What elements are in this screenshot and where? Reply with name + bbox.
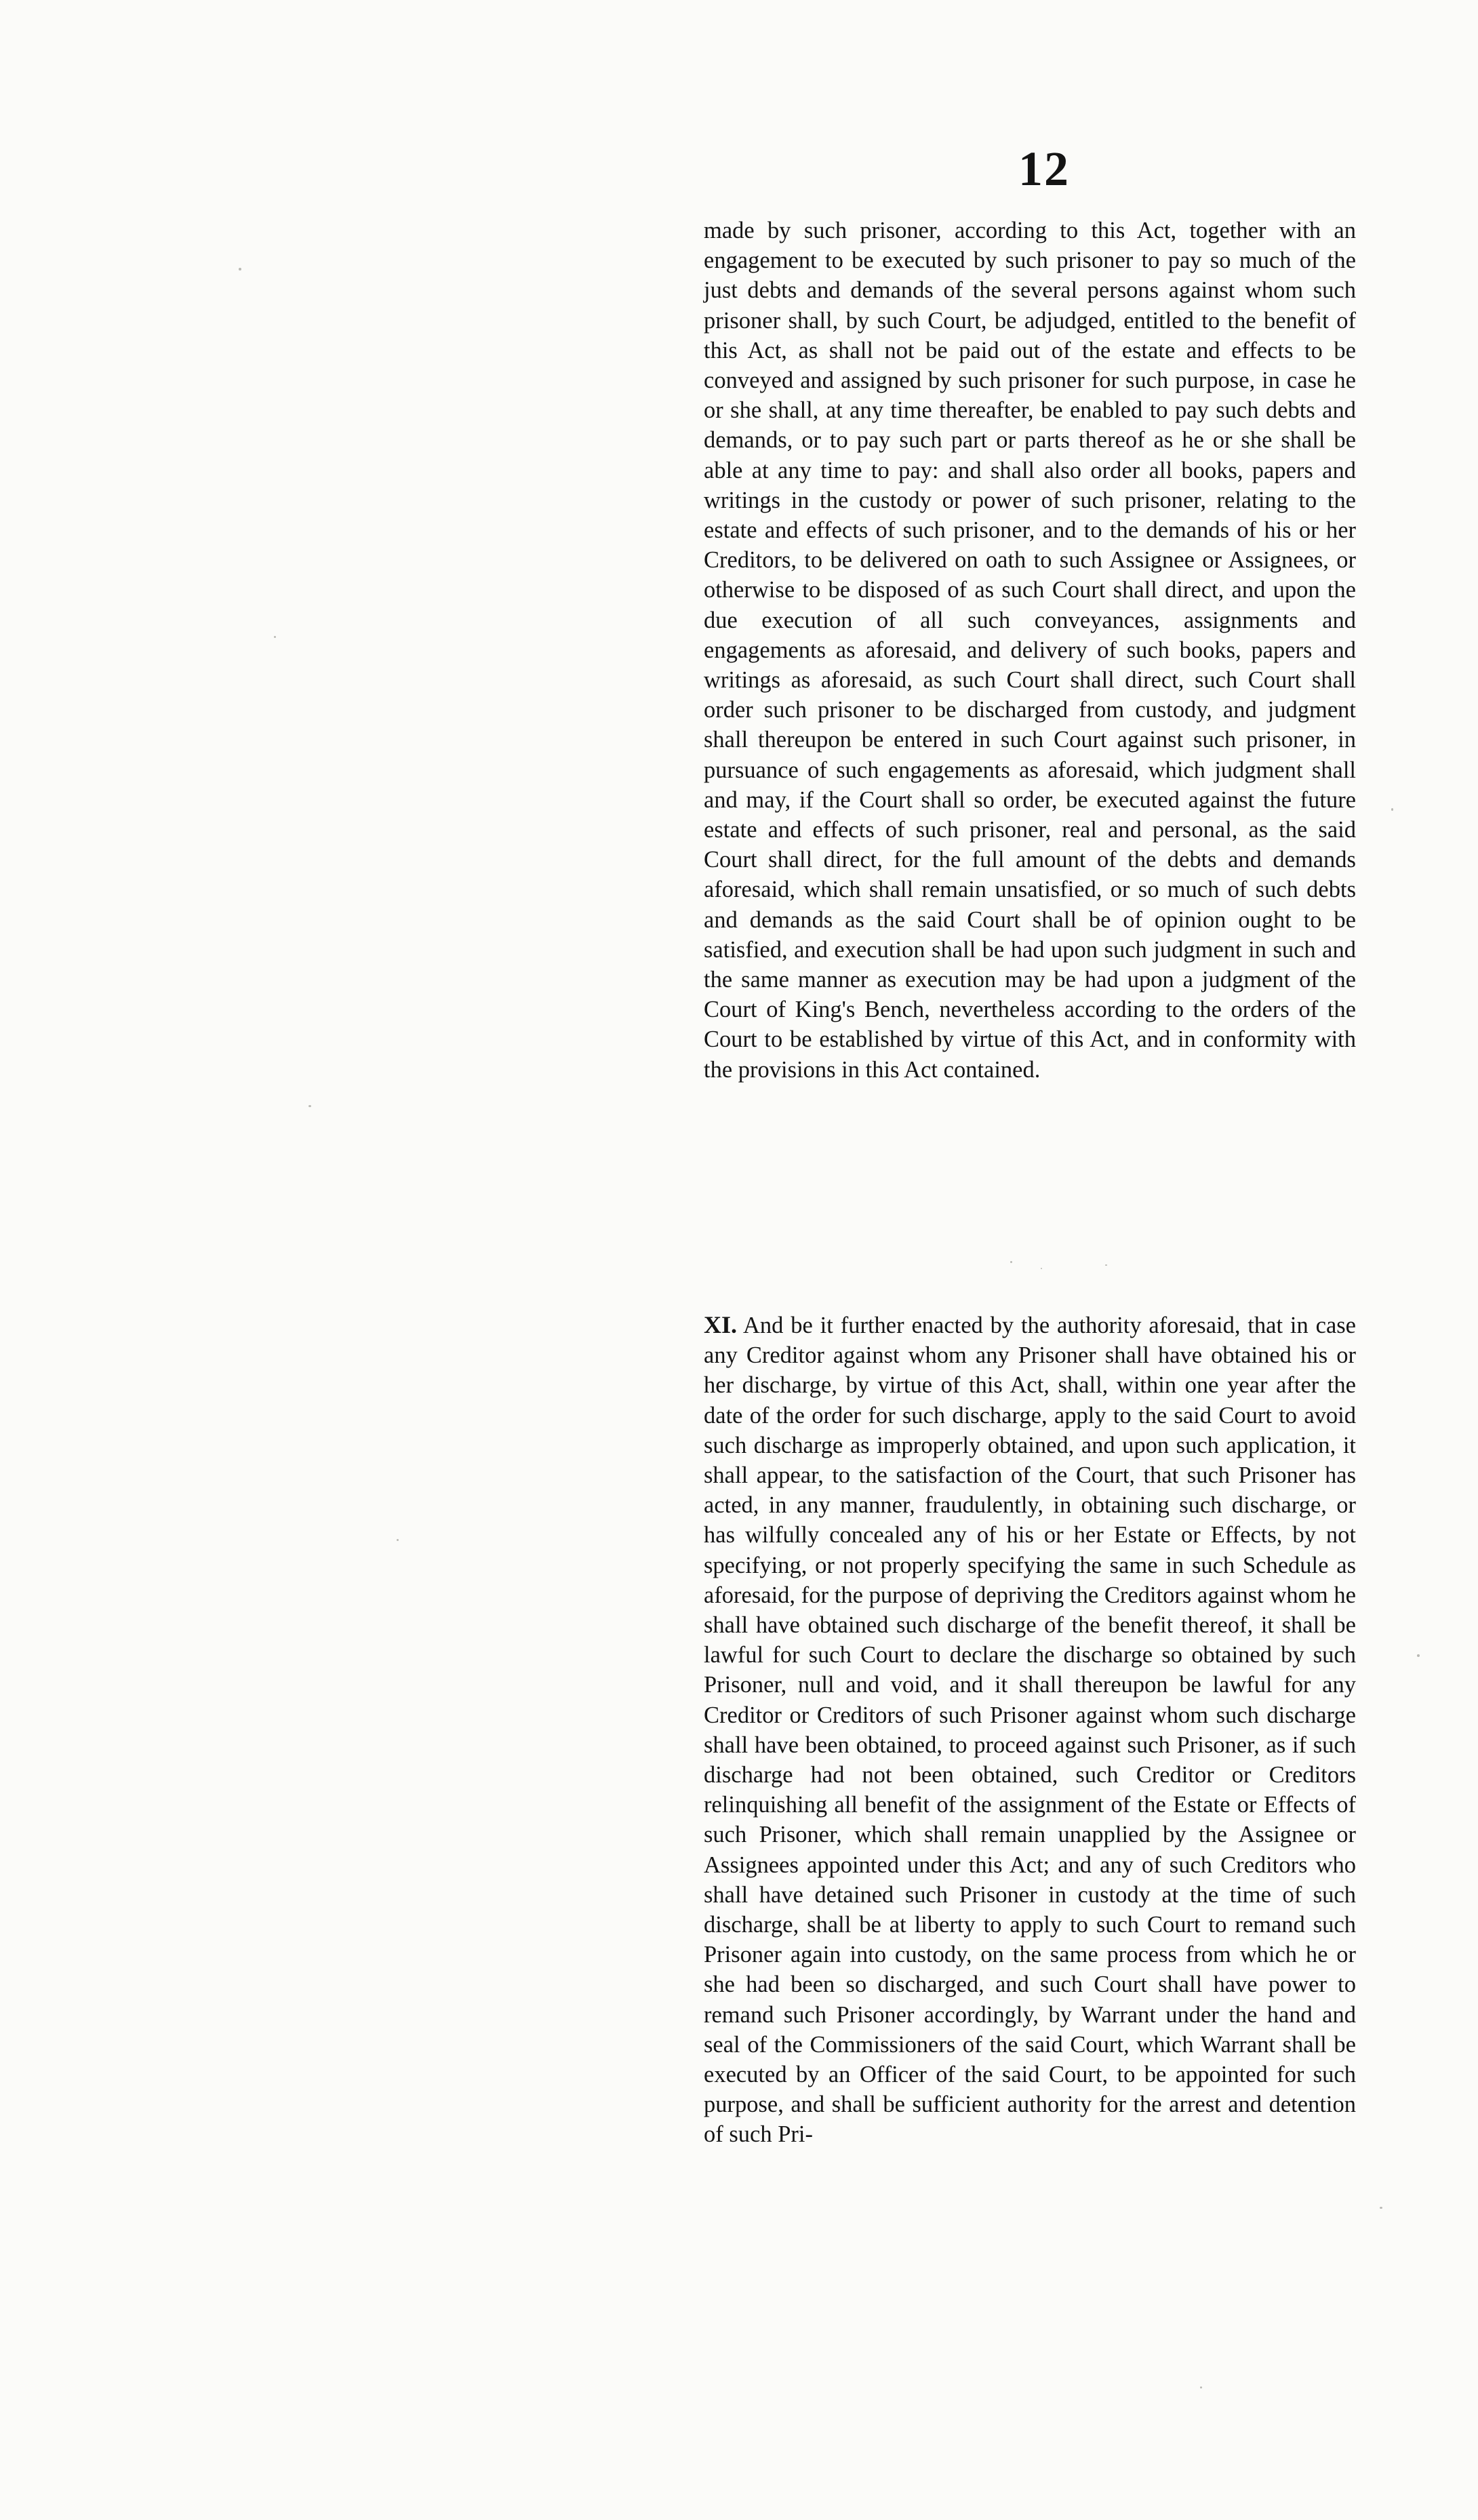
paper-speck [1105,1264,1107,1266]
section-xi [704,1310,1356,2150]
section-text: And be it further enacted by the authority aforesaid, that in case any Creditor against whom any Prisoner shall have obtained his or her discharge, by virtue of this Act, shall, within one year after the date of the order for such discharge, apply to the said Court to avoid such discharge as improperly obtained, and upon such application, it shall appear, to the satisfaction of the Court, that such Prisoner has acted, in any manner, fraudulently, in obtaining such discharge, or has wilfully concealed any of his or her Estate or Effects, by not specifying, or not properly specifying the same in such Schedule as aforesaid, for the purpose of depriving the Creditors against whom he shall have obtained such discharge of the benefit thereof, it shall be lawful for such Court to declare the discharge so obtained by such Prisoner, null and void, and it shall thereupon be lawful for any Creditor or Creditors of such Prisoner against whom such discharge shall have been obtained, to proceed against such Prisoner, as if such discharge had not been obtained, such Creditor or Creditors relinquishing all benefit of the assignment of the Estate or Effects of such Prisoner, which shall remain unapplied by the Assignee or Assignees appointed under this Act; and any of such Creditors who shall have detained such Prisoner in custody at the time of such discharge, shall be at liberty to apply to such Court to remand such Prisoner again into custody, on the same process from which he or she had been so discharged, and such Court shall have power to remand such Prisoner accordingly, by Warrant under the hand and seal of the Commissioners of the said Court, which Warrant shall be executed by an Officer of the said Court, to be appointed for such purpose, and shall be sufficient authority for the arrest and detention of such Pri- [704,1313,1356,2148]
paper-speck [1010,1261,1012,1263]
page-number: 12 [1018,142,1070,196]
paper-speck [397,1539,399,1541]
section-paragraph [704,1310,1356,2150]
paper-speck [1041,1268,1042,1269]
text-block-continuation [704,216,1356,1085]
paper-speck [1391,808,1393,811]
paper-speck [1417,1654,1420,1657]
paper-speck [1380,2207,1382,2209]
paper-speck [274,636,276,638]
paper-speck [1200,2386,1202,2388]
section-number: XI. [704,1311,738,1338]
body-paragraph: made by such prisoner, according to this Act, together with an engagement to be executed by such prisoner to pay so much of the just debts and demands of the several persons against whom such prisoner shall, by such Court, be adjudged, entitled to the benefit of this Act, as shall not be paid out of the estate and effects to be conveyed and assigned by such prisoner for such purpose, in case he or she shall, at any time thereafter, be enabled to pay such debts and demands, or to pay such part or parts thereof as he or she shall be able at any time to pay: and shall also order all books, papers and writings in the custody or power of such prisoner, relating to the estate and effects of such prisoner, and to the demands of his or her Creditors, to be delivered on oath to such Assignee or Assignees, or otherwise to be disposed of as such Court shall direct, and upon the due execution of all such conveyances, assignments and engagements as aforesaid, and delivery of such books, papers and writings as aforesaid, as such Court shall direct, such Court shall order such prisoner to be discharged from custody, and judgment shall thereupon be entered in such Court against such prisoner, in pursuance of such engagements as aforesaid, which judgment shall and may, if the Court shall so order, be executed against the future estate and effects of such prisoner, real and personal, as the said Court shall direct, for the full amount of the debts and demands aforesaid, which shall remain unsatisfied, or so much of such debts and demands as the said Court shall be of opinion ought to be satisfied, and execution shall be had upon such judgment in such and the same manner as execution may be had upon a judgment of the Court of King's Bench, nevertheless according to the orders of the Court to be established by virtue of this Act, and in conformity with the provisions in this Act contained. [704,218,1356,1083]
paper-speck [308,1105,311,1107]
paper-speck [239,268,241,271]
